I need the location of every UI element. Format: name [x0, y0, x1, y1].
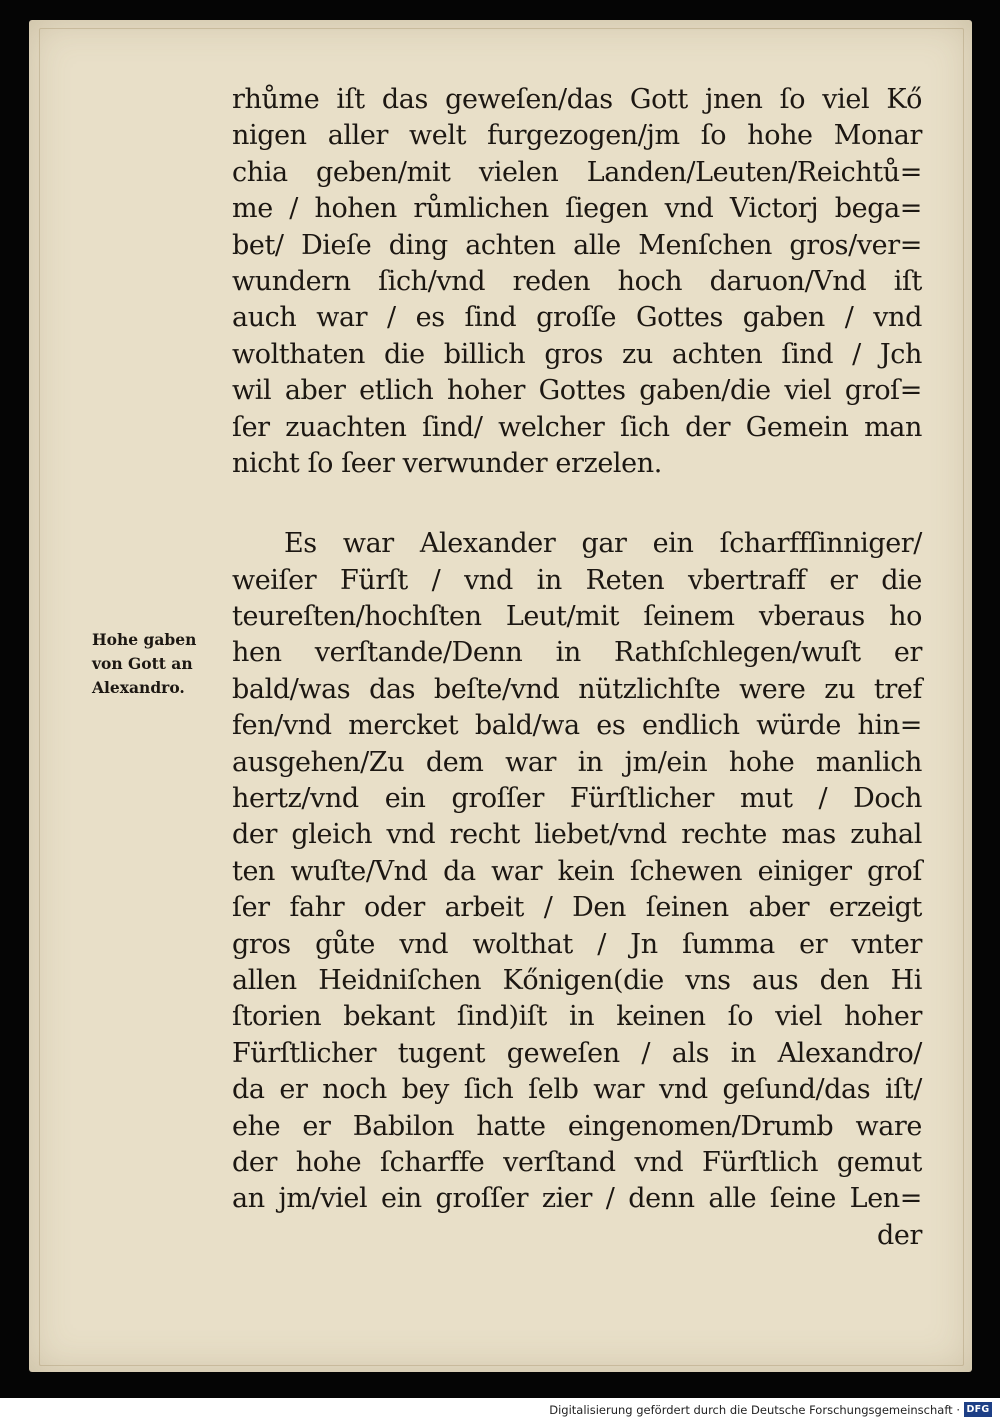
text-line: fen/vnd mercket bald/wa es endlich würde hin=	[232, 710, 922, 742]
margin-note	[92, 628, 232, 700]
dfg-logo-icon: DFG	[964, 1402, 992, 1417]
text-line: Fürſtlicher tugent geweſen / als in Alexandro/	[232, 1037, 922, 1069]
text-line: auch war / es ſind groſſe Gottes gaben / vnd	[232, 302, 922, 334]
text-line: ſtorien bekant ſind)iſt in keinen ſo viel hoher	[232, 1001, 922, 1033]
text-line: da er noch bey ſich ſelb war vnd geſund/das iſt/	[232, 1074, 922, 1106]
text-line: bet/ Dieſe ding achten alle Menſchen gros/ver=	[232, 229, 922, 261]
footer-bar	[0, 1398, 1000, 1421]
text-line: teureſten/hochſten Leut/mit ſeinem vberaus ho	[232, 601, 922, 633]
text-line: wolthaten die billich gros zu achten ſind / Jch	[232, 338, 922, 370]
text-line: rhůme iſt das geweſen/das Gott jnen ſo viel Kő	[232, 84, 922, 115]
text-line: gros gůte vnd wolthat / Jn ſumma er vnter	[232, 928, 922, 960]
text-line: ten wuſte/Vnd da war kein ſchewen einiger groſ	[232, 855, 922, 887]
text-line: nicht ſo ſeer verwunder erzelen.	[232, 447, 662, 479]
text-line: an jm/viel ein groſſer zier / denn alle ſeine Len=	[232, 1183, 922, 1215]
text-line: wundern ſich/vnd reden hoch daruon/Vnd iſt	[232, 265, 922, 297]
margin-note-line: Alexandro.	[92, 678, 185, 697]
margin-note-line: Hohe gaben	[92, 630, 197, 649]
text-line: ſer fahr oder arbeit / Den ſeinen aber erzeigt	[232, 892, 922, 924]
text-line: der hohe ſcharffe verſtand vnd Fürſtlich gemut	[232, 1146, 922, 1178]
text-line: wil aber etlich hoher Gottes gaben/die viel groſ=	[232, 375, 922, 407]
text-line: ausgehen/Zu dem war in jm/ein hohe manlich	[232, 746, 922, 778]
text-line: hertz/vnd ein groſſer Fürſtlicher mut / Doch	[232, 783, 922, 815]
text-line: hen verſtande/Denn in Rathſchlegen/wuſt er	[232, 637, 922, 669]
text-line: me / hohen růmlichen ſiegen vnd Victorj bega=	[232, 193, 922, 225]
margin-note-line: von Gott an	[92, 654, 193, 673]
catchword: der	[877, 1219, 922, 1251]
footer-credit: Digitalisierung gefördert durch die Deutsche Forschungsgemeinschaft ·	[549, 1403, 960, 1417]
text-line: bald/was das beſte/vnd nützlichſte were zu tref	[232, 673, 922, 705]
text-line: ſer zuachten ſind/ welcher ſich der Gemein man	[232, 411, 922, 443]
text-line: chia geben/mit vielen Landen/Leuten/Reichtů=	[232, 156, 922, 188]
text-line: allen Heidniſchen Kőnigen(die vns aus den Hi	[232, 964, 922, 996]
text-line: der gleich vnd recht liebet/vnd rechte mas zuhal	[232, 819, 922, 851]
text-line: nigen aller welt furgezogen/jm ſo hohe Monar	[232, 120, 922, 152]
text-line: Es war Alexander gar ein ſcharffſinniger/	[284, 528, 922, 560]
text-line: ehe er Babilon hatte eingenomen/Drumb ware	[232, 1110, 922, 1142]
paragraph-gap	[232, 482, 922, 526]
main-text-block	[232, 82, 922, 1254]
text-line: weiſer Fürſt / vnd in Reten vbertraff er die	[232, 564, 922, 596]
